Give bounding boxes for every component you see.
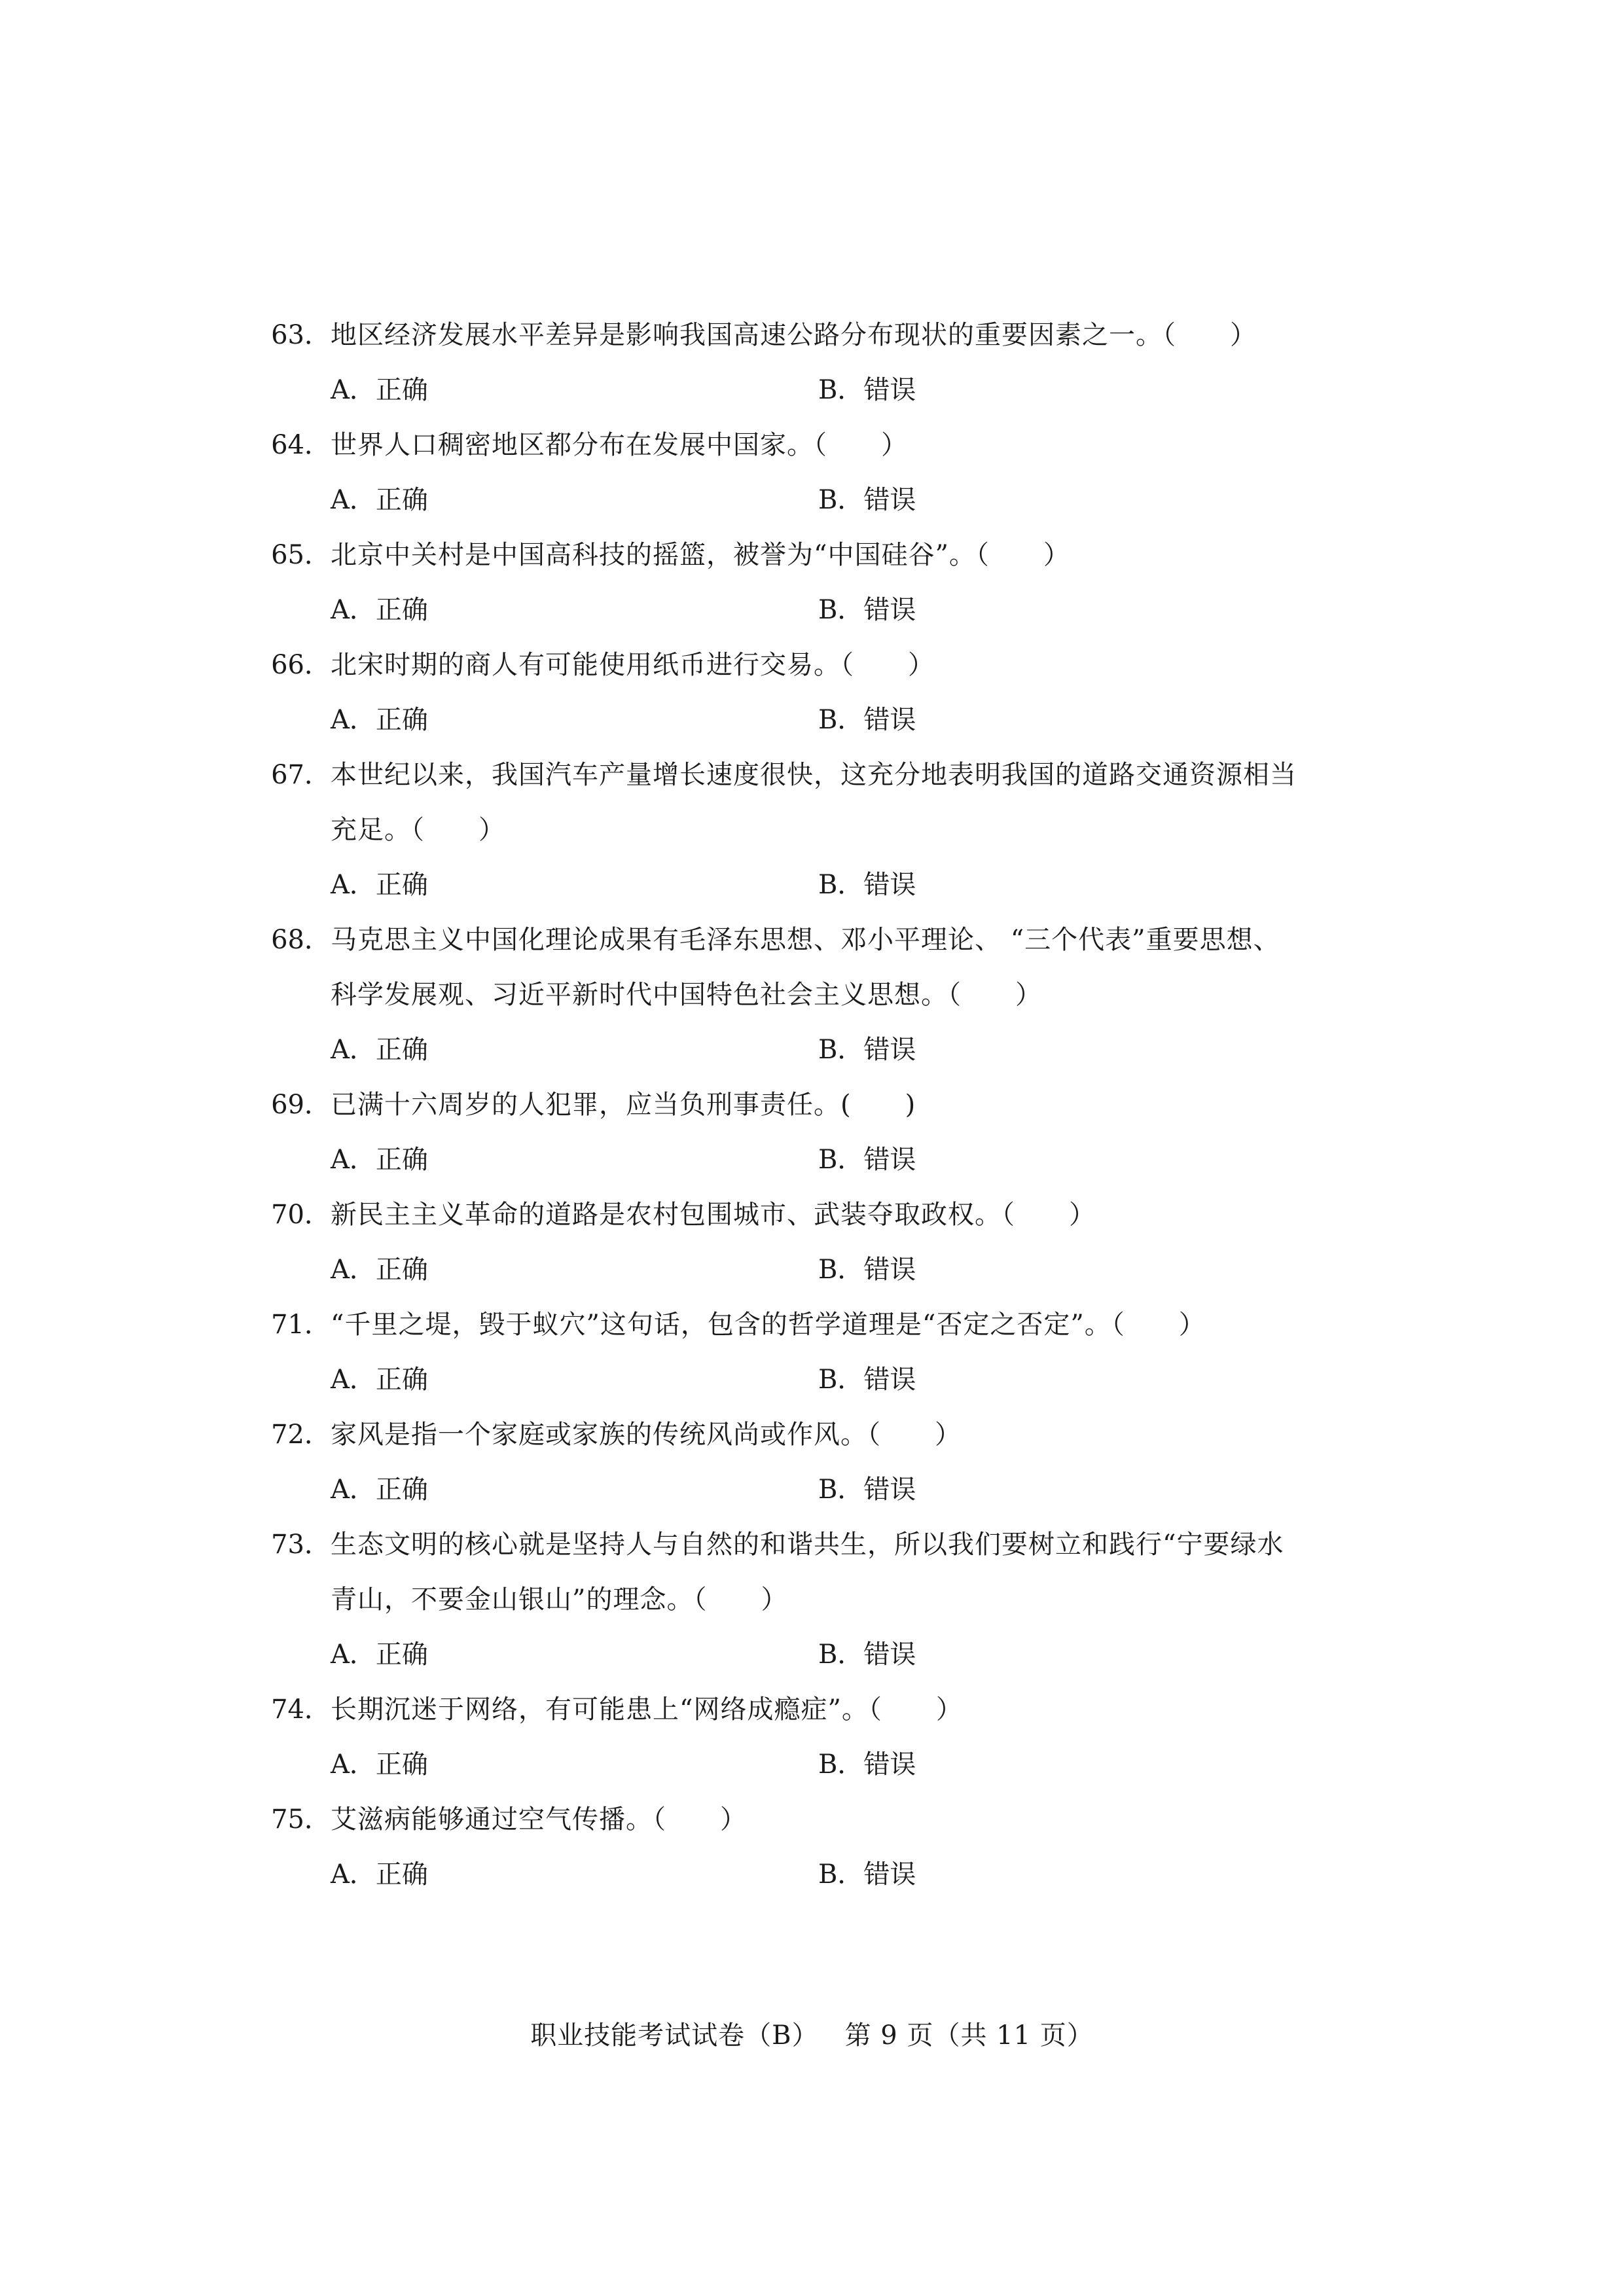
option-b: B．错误	[818, 375, 916, 405]
page-footer	[0, 2016, 1624, 2055]
page-number: 第 9 页（共 11 页）	[844, 2020, 1094, 2051]
option-a: A．正确	[331, 485, 428, 515]
answer-options	[268, 1022, 1368, 1077]
answer-options	[268, 1847, 1368, 1902]
question-item	[268, 308, 1368, 418]
answer-options	[268, 1352, 1368, 1407]
question-text: 青山，不要金山银山”的理念。（ ）	[331, 1585, 788, 1615]
option-b: B．错误	[818, 595, 916, 625]
question-number: 70．	[271, 1200, 331, 1230]
option-a: A．正确	[331, 1640, 428, 1670]
question-number: 67．	[271, 760, 331, 790]
option-a: A．正确	[331, 1255, 428, 1285]
question-stem	[268, 418, 1368, 473]
option-a: A．正确	[331, 1365, 428, 1395]
question-number: 63．	[271, 320, 331, 350]
option-a: A．正确	[331, 1035, 428, 1065]
answer-options	[268, 857, 1368, 912]
answer-options	[268, 1462, 1368, 1517]
answer-options	[268, 692, 1368, 747]
option-b: B．错误	[818, 1255, 916, 1285]
question-number: 66．	[271, 650, 331, 680]
exam-title: 职业技能考试试卷（B）	[530, 2020, 819, 2051]
question-stem	[268, 747, 1368, 802]
answer-options	[268, 363, 1368, 418]
question-stem-continued	[268, 802, 1368, 857]
question-text: 马克思主义中国化理论成果有毛泽东思想、邓小平理论、 “三个代表”重要思想、	[331, 925, 1280, 955]
question-stem	[268, 912, 1368, 967]
question-text: 生态文明的核心就是坚持人与自然的和谐共生，所以我们要树立和践行“宁要绿水	[331, 1530, 1284, 1560]
option-b: B．错误	[818, 1640, 916, 1670]
question-stem	[268, 1517, 1368, 1572]
question-stem	[268, 637, 1368, 692]
answer-options	[268, 1737, 1368, 1792]
option-b: B．错误	[818, 485, 916, 515]
option-b: B．错误	[818, 1365, 916, 1395]
question-item	[268, 1297, 1368, 1407]
question-list	[268, 308, 1368, 1902]
answer-options	[268, 1132, 1368, 1187]
question-text: 已满十六周岁的人犯罪，应当负刑事责任。( )	[331, 1090, 916, 1120]
question-stem-continued	[268, 967, 1368, 1022]
option-a: A．正确	[331, 870, 428, 900]
option-a: A．正确	[331, 1145, 428, 1175]
question-number: 68．	[271, 925, 331, 955]
question-item	[268, 1407, 1368, 1517]
option-a: A．正确	[331, 1859, 428, 1890]
option-b: B．错误	[818, 1035, 916, 1065]
question-stem	[268, 308, 1368, 363]
question-number: 69．	[271, 1090, 331, 1120]
question-stem	[268, 1077, 1368, 1132]
question-number: 71．	[271, 1310, 331, 1340]
question-stem	[268, 1407, 1368, 1462]
option-b: B．错误	[818, 1475, 916, 1505]
question-text: 北京中关村是中国高科技的摇篮，被誉为“中国硅谷”。（ ）	[331, 540, 1070, 570]
question-item	[268, 1682, 1368, 1792]
question-text: 地区经济发展水平差异是影响我国高速公路分布现状的重要因素之一。（ ）	[331, 320, 1257, 350]
question-text: 世界人口稠密地区都分布在发展中国家。（ ）	[331, 430, 908, 460]
option-a: A．正确	[331, 1749, 428, 1780]
question-item	[268, 1187, 1368, 1297]
option-b: B．错误	[818, 870, 916, 900]
option-b: B．错误	[818, 705, 916, 735]
question-item	[268, 1792, 1368, 1902]
question-item	[268, 1517, 1368, 1682]
answer-options	[268, 1627, 1368, 1682]
option-b: B．错误	[818, 1145, 916, 1175]
question-text: 艾滋病能够通过空气传播。（ ）	[331, 1804, 747, 1835]
question-number: 75．	[271, 1804, 331, 1835]
question-stem	[268, 1682, 1368, 1737]
question-text: 科学发展观、习近平新时代中国特色社会主义思想。（ ）	[331, 980, 1042, 1010]
option-a: A．正确	[331, 1475, 428, 1505]
question-stem	[268, 1297, 1368, 1352]
option-a: A．正确	[331, 375, 428, 405]
option-a: A．正确	[331, 595, 428, 625]
question-number: 74．	[271, 1695, 331, 1725]
question-item	[268, 1077, 1368, 1187]
option-b: B．错误	[818, 1749, 916, 1780]
question-text: 北宋时期的商人有可能使用纸币进行交易。（ ）	[331, 650, 935, 680]
question-number: 65．	[271, 540, 331, 570]
answer-options	[268, 473, 1368, 528]
question-item	[268, 528, 1368, 637]
question-text: 新民主主义革命的道路是农村包围城市、武装夺取政权。（ ）	[331, 1200, 1096, 1230]
question-item	[268, 418, 1368, 528]
question-stem	[268, 1792, 1368, 1847]
question-stem	[268, 528, 1368, 583]
answer-options	[268, 1242, 1368, 1297]
question-stem-continued	[268, 1572, 1368, 1627]
question-number: 72．	[271, 1420, 331, 1450]
question-text: 长期沉迷于网络，有可能患上“网络成瘾症”。（ ）	[331, 1695, 963, 1725]
option-a: A．正确	[331, 705, 428, 735]
question-item	[268, 912, 1368, 1077]
question-item	[268, 637, 1368, 747]
option-b: B．错误	[818, 1859, 916, 1890]
question-text: 家风是指一个家庭或家族的传统风尚或作风。（ ）	[331, 1420, 962, 1450]
question-item	[268, 747, 1368, 912]
question-text: 本世纪以来，我国汽车产量增长速度很快，这充分地表明我国的道路交通资源相当	[331, 760, 1297, 790]
question-text: “千里之堤，毁于蚁穴”这句话，包含的哲学道理是“否定之否定”。（ ）	[331, 1310, 1206, 1340]
question-stem	[268, 1187, 1368, 1242]
question-number: 73．	[271, 1530, 331, 1560]
answer-options	[268, 583, 1368, 637]
question-text: 充足。（ ）	[331, 815, 505, 845]
question-number: 64．	[271, 430, 331, 460]
